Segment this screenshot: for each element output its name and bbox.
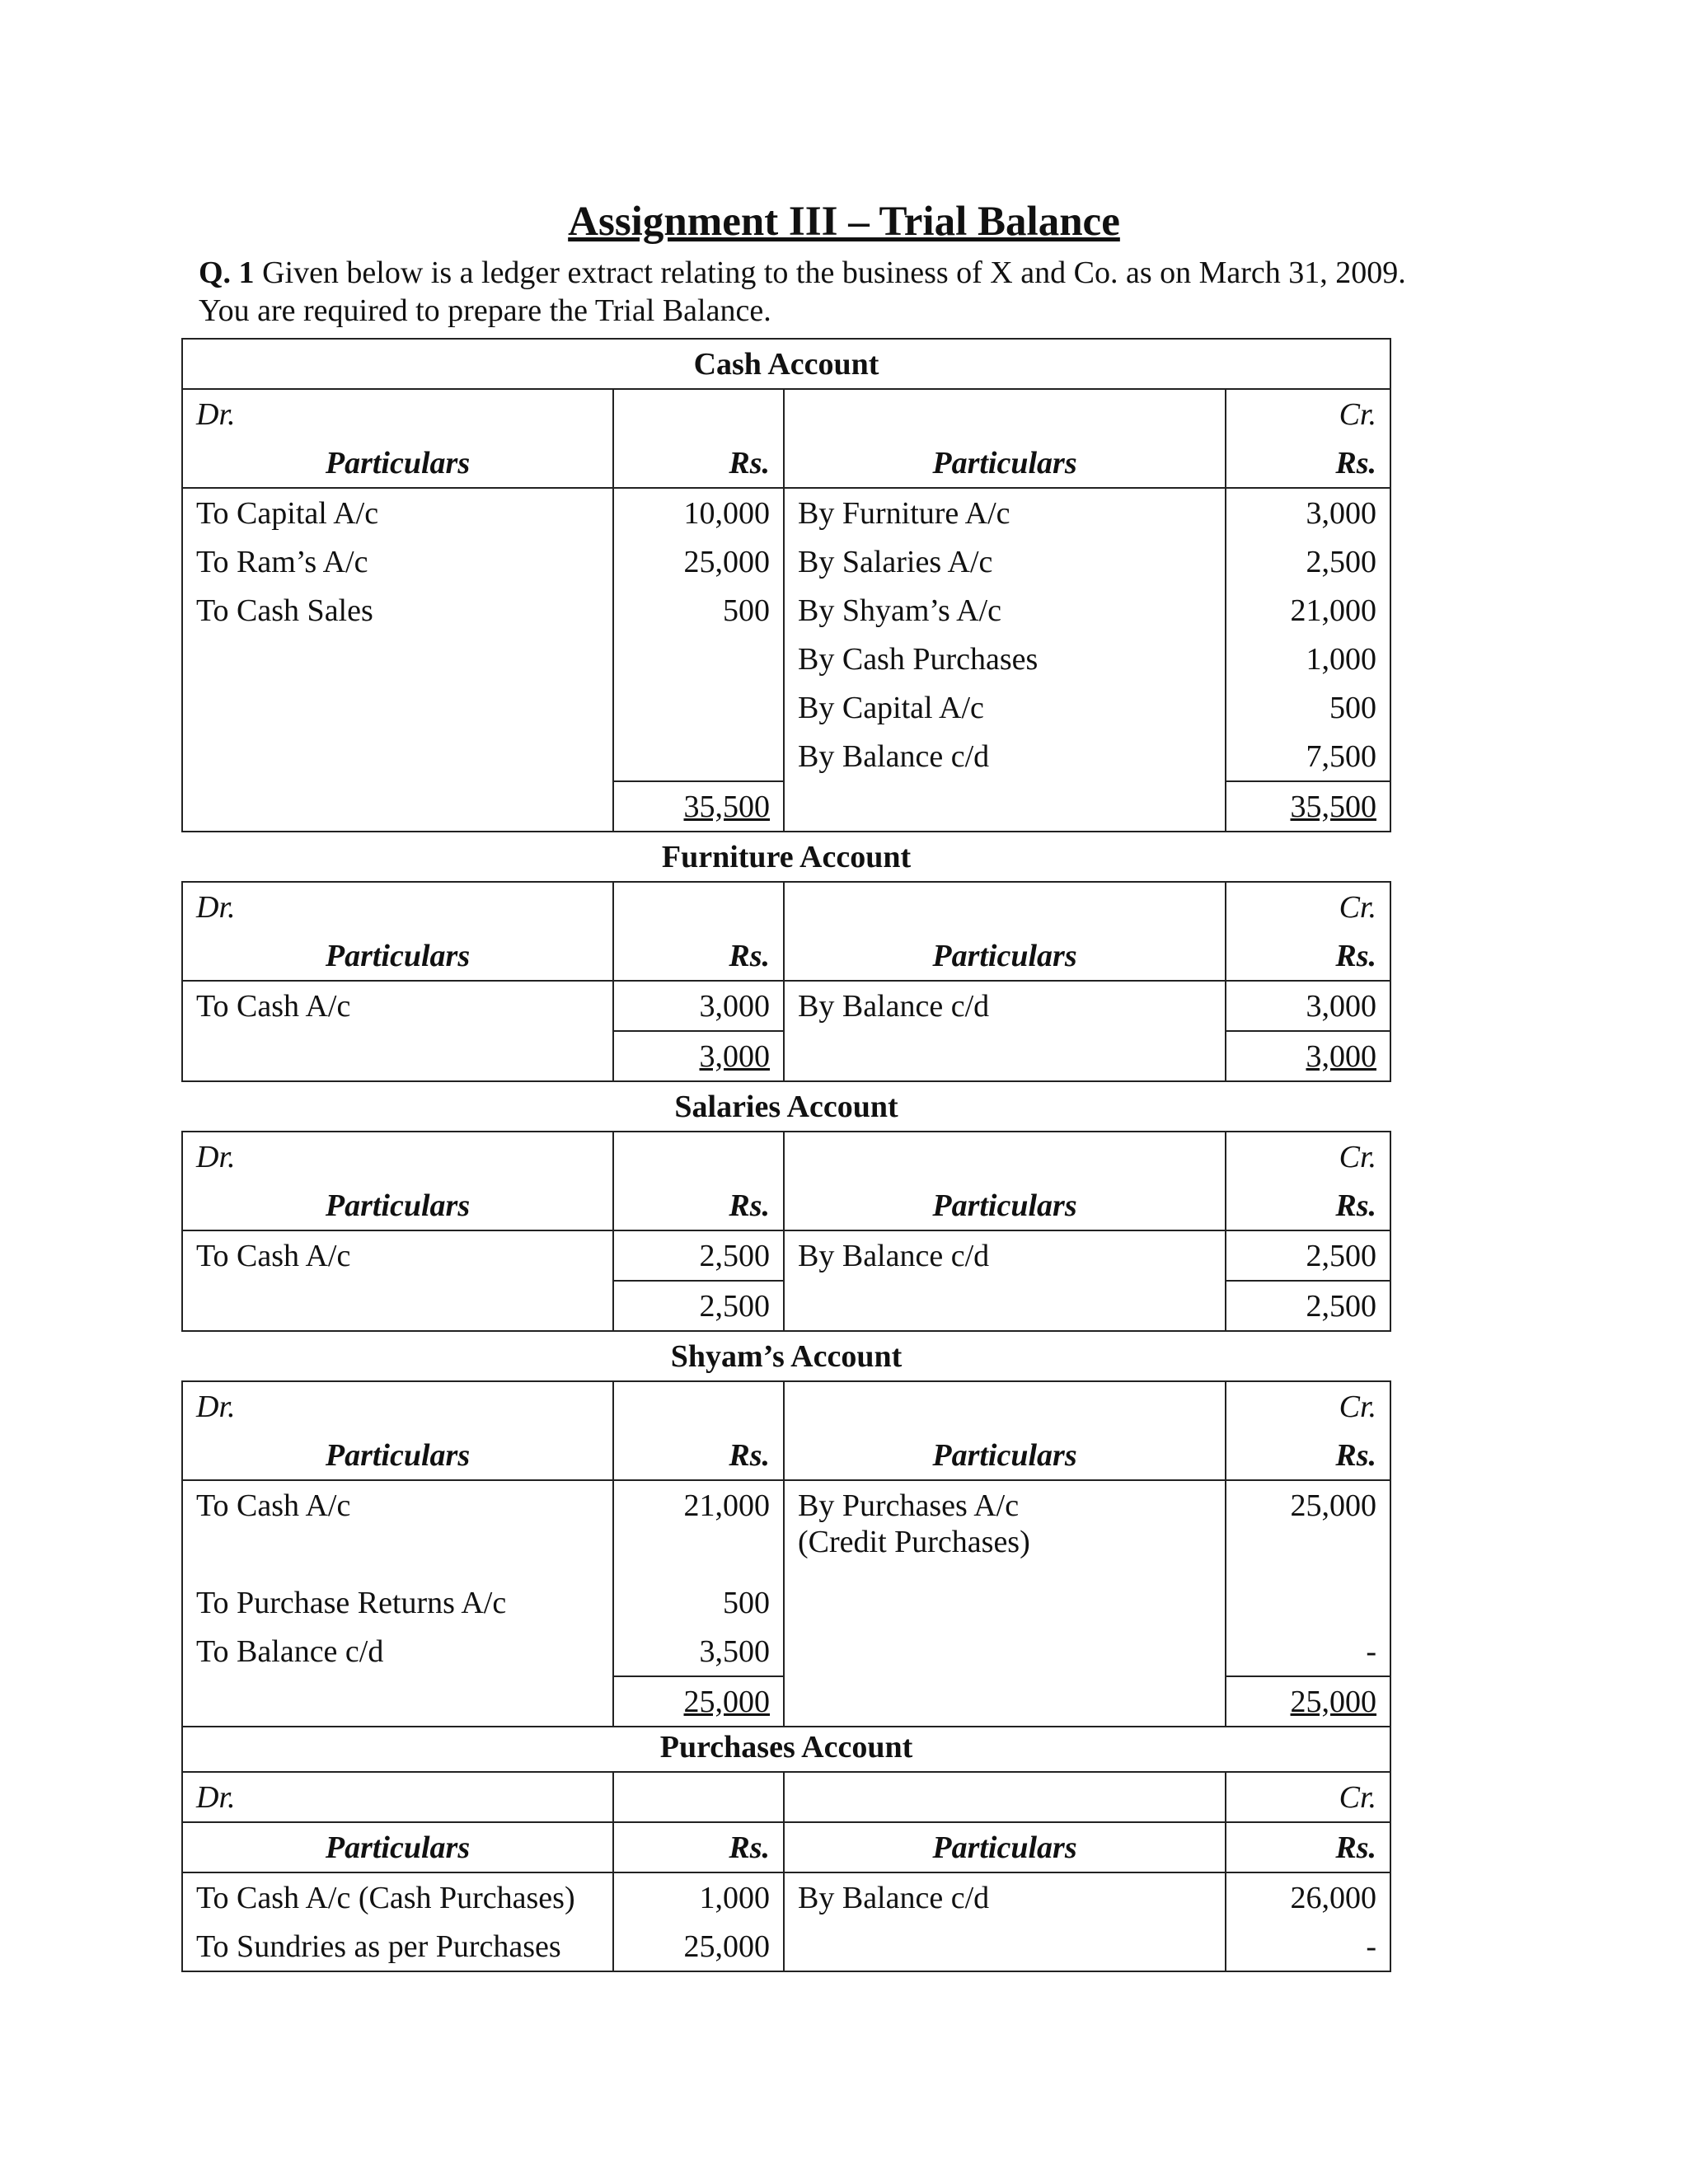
dr-particular: To Balance c/d xyxy=(182,1627,613,1676)
table-row xyxy=(182,1230,1390,1281)
cr-particular: By Balance c/d xyxy=(784,732,1226,781)
salaries-account-table xyxy=(181,1082,1391,1332)
cr-particular: By Balance c/d xyxy=(784,1872,1226,1922)
question-body-2: You are required to prepare the Trial Balance. xyxy=(199,293,771,328)
cr-particular: By Balance c/d xyxy=(784,1230,1226,1281)
col-rs: Rs. xyxy=(1226,1431,1390,1480)
dr-label: Dr. xyxy=(182,1381,613,1431)
dr-particular xyxy=(182,635,613,683)
dr-particular: To Cash A/c xyxy=(182,1230,613,1281)
cr-total: 3,000 xyxy=(1306,1038,1376,1074)
cr-particular: By Furniture A/c xyxy=(784,488,1226,537)
furniture-account-title: Furniture Account xyxy=(182,832,1390,882)
table-row xyxy=(182,1480,1390,1578)
col-particulars: Particulars xyxy=(182,1431,613,1480)
dr-particular xyxy=(182,732,613,781)
dr-particular: To Cash A/c xyxy=(182,981,613,1031)
dr-label: Dr. xyxy=(182,1772,613,1822)
table-row xyxy=(182,586,1390,635)
salaries-account-title: Salaries Account xyxy=(182,1082,1390,1132)
dr-particular: To Cash A/c xyxy=(182,1480,613,1578)
shyam-account-table xyxy=(181,1332,1391,1727)
dr-total: 2,500 xyxy=(613,1281,784,1331)
dr-total: 35,500 xyxy=(683,789,770,824)
cr-amount: - xyxy=(1226,1922,1390,1971)
cr-amount: 25,000 xyxy=(1226,1480,1390,1578)
cr-label: Cr. xyxy=(1226,882,1390,931)
table-row xyxy=(182,732,1390,781)
cr-amount: 26,000 xyxy=(1226,1872,1390,1922)
dr-particular: To Ram’s A/c xyxy=(182,537,613,586)
col-rs: Rs. xyxy=(613,1822,784,1872)
table-row xyxy=(182,537,1390,586)
dr-amount: 25,000 xyxy=(613,537,784,586)
cr-amount: 21,000 xyxy=(1226,586,1390,635)
cr-total: 35,500 xyxy=(1290,789,1376,824)
col-rs: Rs. xyxy=(1226,438,1390,488)
col-rs: Rs. xyxy=(613,1181,784,1230)
total-row xyxy=(182,781,1390,832)
question-text xyxy=(199,254,1550,330)
dr-particular: To Cash A/c (Cash Purchases) xyxy=(182,1872,613,1922)
dr-amount xyxy=(613,683,784,732)
col-particulars: Particulars xyxy=(182,1181,613,1230)
dr-total: 3,000 xyxy=(699,1038,770,1074)
table-row xyxy=(182,1578,1390,1627)
col-rs: Rs. xyxy=(613,931,784,981)
dr-particular: To Cash Sales xyxy=(182,586,613,635)
total-row xyxy=(182,1676,1390,1727)
cash-account-title: Cash Account xyxy=(182,339,1390,389)
col-particulars: Particulars xyxy=(784,1431,1226,1480)
table-row xyxy=(182,981,1390,1031)
purchases-account-table xyxy=(181,1722,1391,1972)
dr-amount: 25,000 xyxy=(613,1922,784,1971)
dr-amount: 2,500 xyxy=(613,1230,784,1281)
dr-amount: 3,000 xyxy=(613,981,784,1031)
col-particulars: Particulars xyxy=(784,1822,1226,1872)
col-rs: Rs. xyxy=(1226,931,1390,981)
dr-total: 25,000 xyxy=(683,1684,770,1719)
col-particulars: Particulars xyxy=(784,931,1226,981)
col-rs: Rs. xyxy=(613,1431,784,1480)
cr-amount: 2,500 xyxy=(1226,537,1390,586)
question-label: Q. 1 xyxy=(199,255,255,290)
total-row xyxy=(182,1031,1390,1081)
dr-amount: 3,500 xyxy=(613,1627,784,1676)
cr-particular: By Salaries A/c xyxy=(784,537,1226,586)
cr-particular-note: (Credit Purchases) xyxy=(798,1525,1030,1559)
shyam-account-title: Shyam’s Account xyxy=(182,1332,1390,1381)
cr-amount: 7,500 xyxy=(1226,732,1390,781)
col-rs: Rs. xyxy=(613,438,784,488)
cr-amount: 500 xyxy=(1226,683,1390,732)
table-row xyxy=(182,488,1390,537)
dr-amount xyxy=(613,732,784,781)
col-particulars: Particulars xyxy=(182,1822,613,1872)
cr-particular: By Balance c/d xyxy=(784,981,1226,1031)
dr-label: Dr. xyxy=(182,1132,613,1181)
cr-label: Cr. xyxy=(1226,1772,1390,1822)
dr-particular: To Capital A/c xyxy=(182,488,613,537)
cr-particular: By Shyam’s A/c xyxy=(784,586,1226,635)
cr-amount: 3,000 xyxy=(1226,981,1390,1031)
cr-particular: By Capital A/c xyxy=(784,683,1226,732)
dr-amount: 500 xyxy=(613,1578,784,1627)
cr-total: 2,500 xyxy=(1226,1281,1390,1331)
col-particulars: Particulars xyxy=(182,438,613,488)
cr-label: Cr. xyxy=(1226,1381,1390,1431)
table-row xyxy=(182,1872,1390,1922)
table-row xyxy=(182,1922,1390,1971)
col-particulars: Particulars xyxy=(182,931,613,981)
total-row xyxy=(182,1281,1390,1331)
cr-particular: By Purchases A/c xyxy=(798,1488,1020,1523)
dr-amount: 21,000 xyxy=(613,1480,784,1578)
table-row xyxy=(182,1627,1390,1676)
cr-label: Cr. xyxy=(1226,389,1390,438)
dr-label: Dr. xyxy=(182,389,613,438)
col-particulars: Particulars xyxy=(784,1181,1226,1230)
cr-amount: 1,000 xyxy=(1226,635,1390,683)
dr-amount: 1,000 xyxy=(613,1872,784,1922)
cash-account-table xyxy=(181,338,1391,832)
col-rs: Rs. xyxy=(1226,1822,1390,1872)
col-particulars: Particulars xyxy=(784,438,1226,488)
dr-label: Dr. xyxy=(182,882,613,931)
cr-amount: 3,000 xyxy=(1226,488,1390,537)
purchases-account-title: Purchases Account xyxy=(182,1722,1390,1772)
dr-amount xyxy=(613,635,784,683)
dr-amount: 10,000 xyxy=(613,488,784,537)
dr-particular: To Purchase Returns A/c xyxy=(182,1578,613,1627)
cr-total: 25,000 xyxy=(1290,1684,1377,1719)
page-title: Assignment III – Trial Balance xyxy=(568,199,1120,245)
dr-amount: 500 xyxy=(613,586,784,635)
cr-particular: By Cash Purchases xyxy=(784,635,1226,683)
question-body: Given below is a ledger extract relating to the business of X and Co. as on March 31, 2009. xyxy=(262,255,1406,290)
dr-particular xyxy=(182,683,613,732)
col-rs: Rs. xyxy=(1226,1181,1390,1230)
cr-label: Cr. xyxy=(1226,1132,1390,1181)
furniture-account-table xyxy=(181,832,1391,1082)
cr-amount: - xyxy=(1226,1627,1390,1676)
dr-particular: To Sundries as per Purchases xyxy=(182,1922,613,1971)
table-row xyxy=(182,635,1390,683)
cr-amount: 2,500 xyxy=(1226,1230,1390,1281)
table-row xyxy=(182,683,1390,732)
